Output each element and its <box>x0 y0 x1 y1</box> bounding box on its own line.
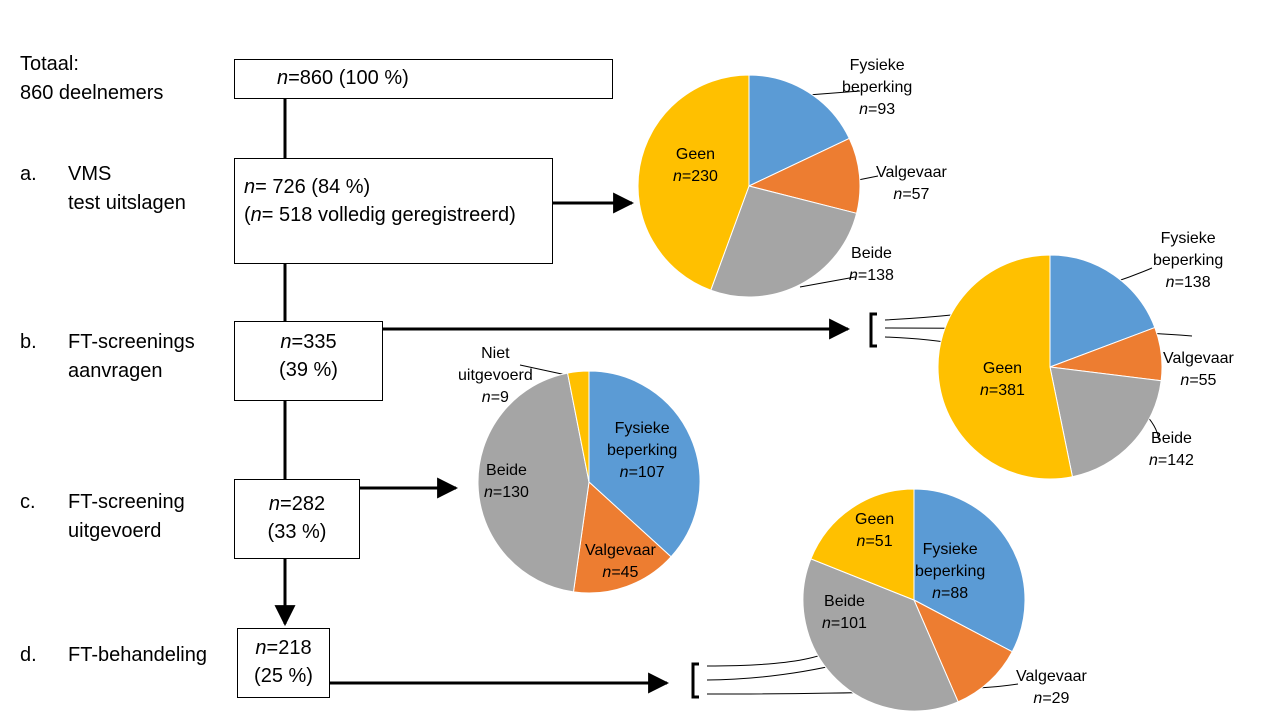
step-a-letter: a. <box>20 163 37 185</box>
step-b-letter: b. <box>20 331 37 353</box>
pie-a-label-fysiek: Fysieke beperking n=93 <box>842 57 913 118</box>
pie-c-label-fysiek: Fysieke beperking n=107 <box>607 420 678 481</box>
step-a-label: VMS test uitslagen <box>68 163 186 214</box>
pie-c-label-valgevaar: Valgevaar n=45 <box>585 542 656 581</box>
step-b-label: FT-screenings aanvragen <box>68 331 195 382</box>
pie-b-label-valgevaar: Valgevaar n=55 <box>1163 350 1234 389</box>
total-label: Totaal: 860 deelnemers <box>20 53 164 104</box>
pie-b-label-beide: Beide n=142 <box>1149 430 1194 469</box>
step-d-box: n=218 (25 %) <box>237 628 330 698</box>
step-c-letter: c. <box>20 491 36 513</box>
pie-a-label-geen: Geen n=230 <box>673 146 718 185</box>
pie-b-label-fysiek: Fysieke beperking n=138 <box>1153 230 1224 291</box>
pie-d-label-valgevaar: Valgevaar n=29 <box>1016 668 1087 707</box>
step-c-label: FT-screening uitgevoerd <box>68 491 185 542</box>
total-box: n=860 (100 %) <box>234 59 613 99</box>
pie-c-label-beide: Beide n=130 <box>484 462 529 501</box>
pie-a-label-beide: Beide n=138 <box>849 245 894 284</box>
step-a-box: n= 726 (84 %) (n= 518 volledig geregistreerd) <box>234 158 553 264</box>
pie-d-label-beide: Beide n=101 <box>822 593 867 632</box>
step-d-label: FT-behandeling <box>68 644 207 666</box>
pie-c-label-niet: Niet uitgevoerd n=9 <box>458 345 533 406</box>
pie-d-label-fysiek: Fysieke beperking n=88 <box>915 541 986 602</box>
step-d-letter: d. <box>20 644 37 666</box>
pie-a-label-valgevaar: Valgevaar n=57 <box>876 164 947 203</box>
step-c-box: n=282 (33 %) <box>234 479 360 559</box>
step-b-box: n=335 (39 %) <box>234 321 383 401</box>
pie-b-label-geen: Geen n=381 <box>980 360 1025 399</box>
pie-d-label-geen: Geen n=51 <box>855 511 895 550</box>
